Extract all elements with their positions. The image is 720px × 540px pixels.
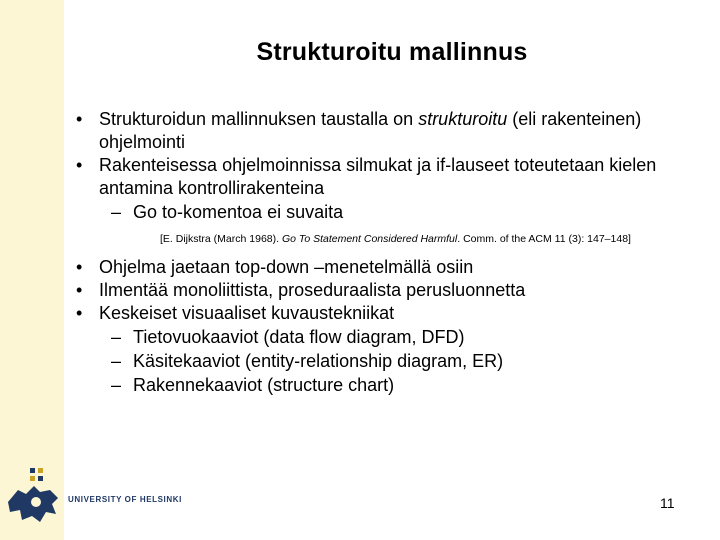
sub-bullet-text: Go to-komentoa ei suvaita xyxy=(133,202,344,222)
bullet-marker: • xyxy=(76,257,83,277)
sub-bullet-item xyxy=(76,201,706,224)
sub-bullet-item xyxy=(76,374,706,397)
sub-bullet-item xyxy=(76,326,706,349)
bullet-text-before: Strukturoidun mallinnuksen taustalla on xyxy=(99,109,419,129)
bullet-marker: • xyxy=(76,109,83,129)
bullet-marker: • xyxy=(76,303,83,323)
bullet-text: Ilmentää monoliittista, proseduraalista perusluonnetta xyxy=(99,280,526,300)
reference-title: Go To Statement Considered Harmful xyxy=(281,233,458,245)
seal-dot xyxy=(30,468,35,473)
sub-bullet-item xyxy=(76,350,706,373)
dash-marker: – xyxy=(111,202,122,222)
seal-dots xyxy=(30,468,43,481)
bullet-item xyxy=(76,108,706,154)
bullet-text: Rakenteisessa ohjelmoinnissa silmukat ja if-lauseet toteutetaan kielen antamina kontrollirakenteina xyxy=(99,155,657,198)
university-seal-icon xyxy=(0,462,72,532)
bullet-marker: • xyxy=(76,155,83,175)
seal-center xyxy=(31,497,41,507)
slide-title: Strukturoitu mallinnus xyxy=(256,38,528,66)
bullet-text: Keskeiset visuaaliset kuvaustekniikat xyxy=(99,303,395,323)
dash-marker: – xyxy=(111,327,122,347)
bullet-text: Ohjelma jaetaan top-down –menetelmällä osiin xyxy=(99,257,474,277)
reference-prefix: [E. Dijkstra (March 1968). xyxy=(160,233,282,245)
page-number: 11 xyxy=(660,495,675,511)
sub-bullet-text: Käsitekaaviot (entity-relationship diagram, ER) xyxy=(133,351,504,371)
reference-citation xyxy=(160,232,706,246)
seal-dot xyxy=(38,476,43,481)
bullet-item xyxy=(76,154,706,200)
bullet-item xyxy=(76,279,706,302)
university-name: UNIVERSITY OF HELSINKI xyxy=(68,495,182,504)
reference-suffix: . Comm. of the ACM 11 (3): 147–148] xyxy=(457,233,631,245)
bullet-text-after: (eli rakenteinen) ohjelmointi xyxy=(99,109,642,152)
seal-dot xyxy=(38,468,43,473)
dash-marker: – xyxy=(111,351,122,371)
bullet-item xyxy=(76,256,706,279)
bullet-item xyxy=(76,302,706,325)
dash-marker: – xyxy=(111,375,122,395)
seal-dot xyxy=(30,476,35,481)
left-accent-band xyxy=(0,0,64,540)
sub-bullet-text: Tietovuokaaviot (data flow diagram, DFD) xyxy=(133,327,465,347)
slide-content xyxy=(76,108,706,397)
bullet-marker: • xyxy=(76,280,83,300)
bullet-text-emphasis: strukturoitu xyxy=(418,109,508,129)
sub-bullet-text: Rakennekaaviot (structure chart) xyxy=(133,375,395,395)
